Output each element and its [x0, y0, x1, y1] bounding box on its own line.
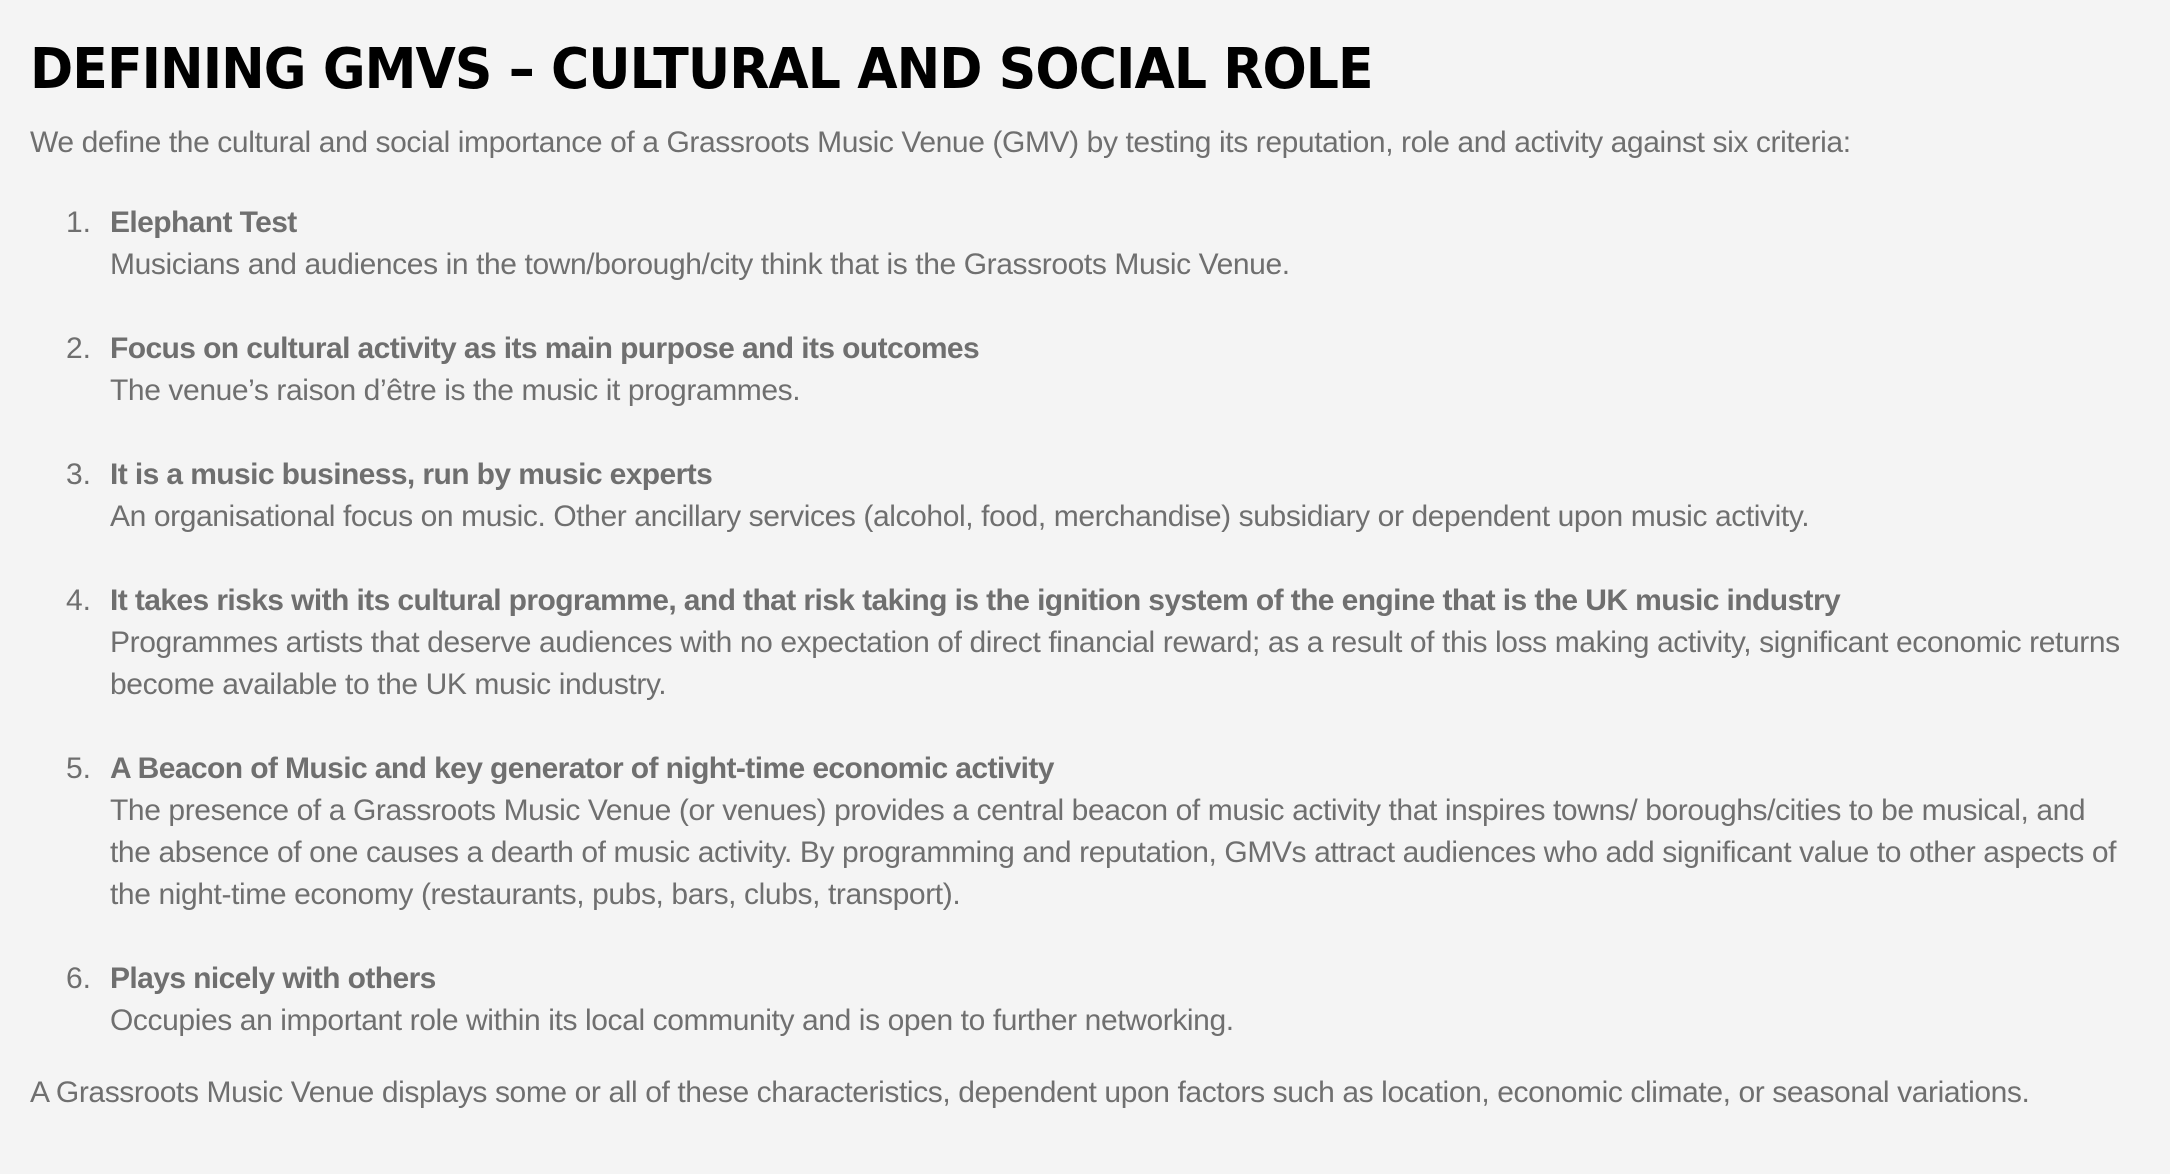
criterion-title: Plays nicely with others [110, 962, 436, 995]
criterion-number: 6. [66, 962, 92, 995]
criterion-number: 5. [66, 752, 92, 785]
criterion-item-5 [30, 748, 2140, 916]
criterion-description: The presence of a Grassroots Music Venue (or venues) provides a central beacon of music activity that inspires towns/ boroughs/cities to be musical, and the absence of one causes a dearth of music activity. By programming and reputation, GMVs attract audiences who add significant value to other aspects of the night-time economy (restaurants, pubs, bars, clubs, transport). [110, 794, 2117, 911]
criterion-title: Elephant Test [110, 206, 297, 239]
criteria-list [30, 202, 2140, 1042]
criterion-number: 3. [66, 458, 92, 491]
criterion-description: Musicians and audiences in the town/borough/city think that is the Grassroots Music Venue. [110, 248, 1290, 281]
criterion-item-6 [30, 958, 2140, 1042]
criterion-title: Focus on cultural activity as its main purpose and its outcomes [110, 332, 980, 365]
criterion-description: An organisational focus on music. Other ancillary services (alcohol, food, merchandise) subsidiary or dependent upon music activity. [110, 500, 1810, 533]
criterion-description: Programmes artists that deserve audiences with no expectation of direct financial reward; as a result of this loss making activity, significant economic returns become available to the UK music industry. [110, 626, 2120, 701]
criterion-title: It is a music business, run by music experts [110, 458, 713, 491]
page-title: DEFINING GMVS – CULTURAL AND SOCIAL ROLE [30, 37, 1373, 102]
intro-paragraph: We define the cultural and social importance of a Grassroots Music Venue (GMV) by testing its reputation, role and activity against six criteria: [30, 126, 1851, 159]
criterion-number: 1. [66, 206, 92, 239]
criterion-number: 4. [66, 584, 92, 617]
criterion-title: A Beacon of Music and key generator of night-time economic activity [110, 752, 1054, 785]
criterion-number: 2. [66, 332, 92, 365]
criterion-item-4 [30, 580, 2140, 706]
criterion-item-2 [30, 328, 2140, 412]
criterion-item-3 [30, 454, 2140, 538]
criterion-title: It takes risks with its cultural programme, and that risk taking is the ignition system of the engine that is the UK music industry [110, 584, 1841, 617]
footer-paragraph: A Grassroots Music Venue displays some or all of these characteristics, dependent upon factors such as location, economic climate, or seasonal variations. [30, 1076, 2030, 1109]
criterion-item-1 [30, 202, 2140, 286]
criterion-description: Occupies an important role within its local community and is open to further networking. [110, 1004, 1234, 1037]
criterion-description: The venue’s raison d’être is the music it programmes. [110, 374, 801, 407]
